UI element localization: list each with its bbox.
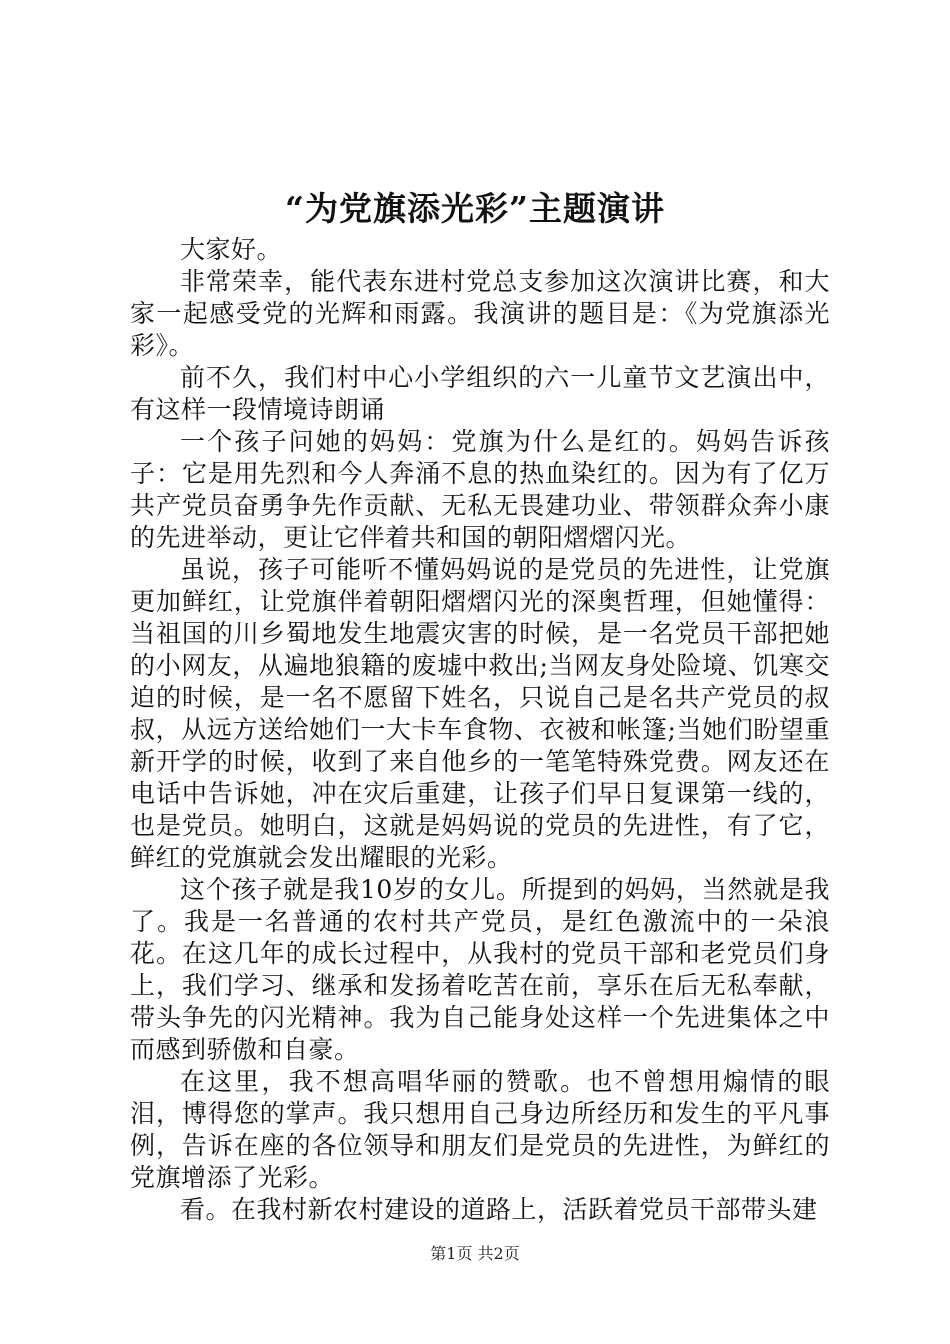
- page-number-footer: 第1页 共2页: [430, 1244, 520, 1263]
- paragraph-introduction: 非常荣幸，能代表东进村党总支参加这次演讲比赛，和大家一起感受党的光辉和雨露。我演讲的题目是：《为党旗添光彩》。: [130, 267, 830, 360]
- paragraph-child-understanding: 虽说，孩子可能听不懂妈妈说的是党员的先进性，让党旗更加鲜红，让党旗伴着朝阳熠熠闪光的深奥哲理，但她懂得：当祖国的川乡蜀地发生地震灾害的时候，是一名党员干部把她的小网友，从遍地狼籍的废墟中救出;当网友身处险境、饥寒交迫的时候，是一名不愿留下姓名，只说自己是名共产党员的叔叔，从远方送给她们一大卡车食物、衣被和帐篷;当她们盼望重新开学的时候，收到了来自他乡的一笔笔特殊党费。网友还在电话中告诉她，冲在灾后重建，让孩子们早日复课第一线的，也是党员。她明白，这就是妈妈说的党员的先进性，有了它，鲜红的党旗就会发出耀眼的光彩。: [130, 555, 830, 872]
- paragraph-greeting: 大家好。: [180, 235, 283, 264]
- paragraph-purpose: 在这里，我不想高唱华丽的赞歌。也不曾想用煽情的眼泪，博得您的掌声。我只想用自己身边所经历和发生的平凡事例，告诉在座的各位领导和朋友们是党员的先进性，为鲜红的党旗增添了光彩。: [130, 1067, 830, 1192]
- paragraph-village: 看。在我村新农村建设的道路上，活跃着党员干部带头建: [180, 1195, 818, 1224]
- paragraph-performance: 前不久，我们村中心小学组织的六一儿童节文艺演出中，有这样一段情境诗朗诵: [130, 363, 830, 424]
- document-body: [130, 234, 830, 1226]
- paragraph-child-question: 一个孩子问她的妈妈：党旗为什么是红的。妈妈告诉孩子：它是用先烈和今人奔涌不息的热血染红的。因为有了亿万共产党员奋勇争先作贡献、无私无畏建功业、带领群众奔小康的先进举动，更让它伴着共和国的朝阳熠熠闪光。: [130, 427, 830, 552]
- paragraph-daughter: 这个孩子就是我10岁的女儿。所提到的妈妈，当然就是我了。我是一名普通的农村共产党员，是红色激流中的一朵浪花。在这几年的成长过程中，从我村的党员干部和老党员们身上，我们学习、继承和发扬着吃苦在前，享乐在后无私奉献，带头争先的闪光精神。我为自己能身处这样一个先进集体之中而感到骄傲和自豪。: [130, 875, 830, 1064]
- document-title: “为党旗添光彩”主题演讲: [285, 189, 665, 228]
